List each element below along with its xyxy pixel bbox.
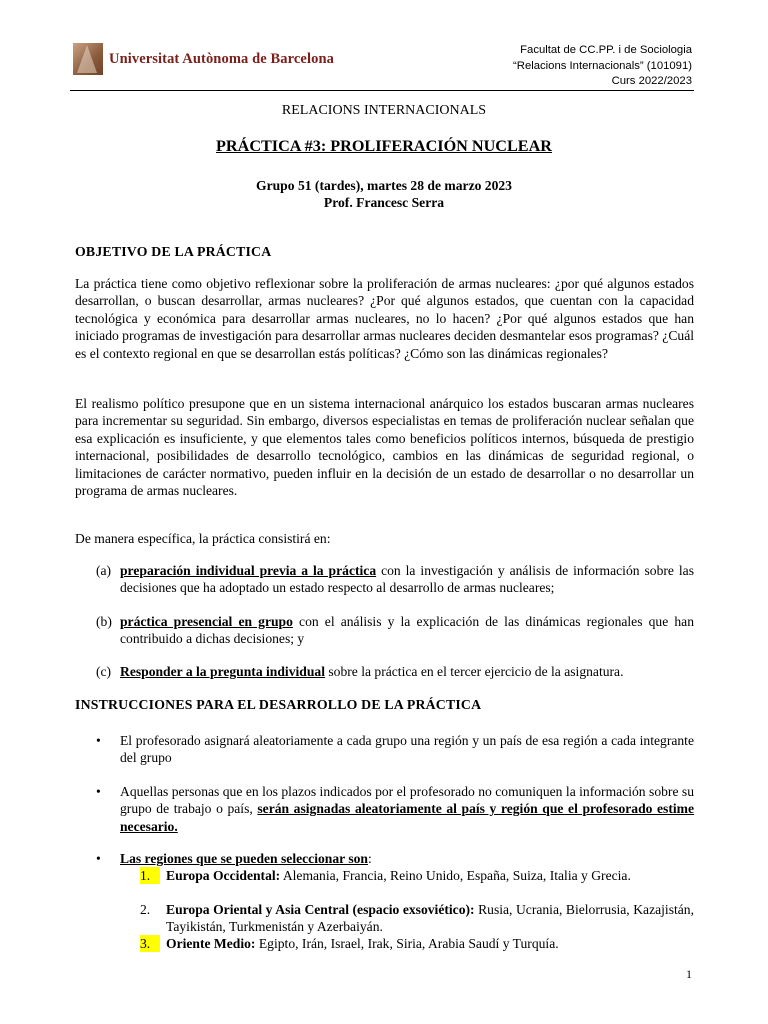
uab-logo-icon [73, 43, 103, 75]
subject-title: RELACIONS INTERNACIONALS [281, 103, 487, 118]
list-item: • Las regiones que se pueden seleccionar son: [96, 851, 372, 866]
course-name: “Relacions Internacionals” (101091) [513, 59, 692, 72]
region-item: 2. Europa Oriental y Asia Central (espacio exsoviético): Rusia, Ucrania, Bielorrusia, Kazajistán, Tayikistán, Turkmenistán y Azerbaiyán. [140, 902, 694, 935]
academic-year: Curs 2022/2023 [611, 75, 692, 87]
bullet-icon: • [96, 733, 101, 748]
header-divider [70, 90, 694, 91]
instructions-heading: INSTRUCCIONES PARA EL DESARROLLO DE LA PRÁCTICA [75, 697, 482, 712]
university-name: Universitat Autònoma de Barcelona [109, 50, 334, 67]
group-line: Grupo 51 (tardes), martes 28 de marzo 2023 [256, 178, 512, 193]
list-item: (c) Responder a la pregunta individual sobre la práctica en el tercer ejercicio de la asignatura. [96, 664, 624, 679]
region-item: 1. Europa Occidental: Alemania, Francia, Reino Unido, España, Suiza, Italia y Grecia. [140, 868, 631, 883]
faculty-name: Facultat de CC.PP. i de Sociologia [520, 44, 692, 56]
professor-line: Prof. Francesc Serra [323, 195, 445, 210]
objective-paragraph-1: La práctica tiene como objetivo reflexionar sobre la proliferación de armas nucleares: ¿por qué algunos estados desarrollan, o buscan desarrollar, armas nucleares? ¿Por qué algunos estados, que cuentan con la capacidad tecnológica y económica para desarrollar armas nucleares, no lo hacen? ¿Por qué algunos estados que han iniciado programas de investigación para desarrollar armas nucleares deciden desmantelar esos programas? ¿Cuál es el contexto regional en que se desarrollan estás políticas? ¿Cómo son las dinámicas regionales? [75, 276, 695, 361]
list-item: (a) preparación individual previa a la práctica con la investigación y análisis de información sobre las decisiones que ha adoptado un estado respecto al desarrollo de armas nucleares; [96, 563, 694, 596]
list-item: • Aquellas personas que en los plazos indicados por el profesorado no comuniquen la información sobre su grupo de trabajo o país, serán asignadas aleatoriamente al país y región que el profesorado estime necesario. [96, 784, 695, 834]
bullet-icon: • [96, 851, 101, 866]
bullet-icon: • [96, 784, 101, 799]
objective-paragraph-2: El realismo político presupone que en un sistema internacional anárquico los estados buscaran armas nucleares para incrementar su seguridad. Sin embargo, diversos especialistas en temas de proliferación nuclear señalan que esa explicación es insuficiente, y que elementos tales como beneficios políticos internos, búsqueda de prestigio internacional, posibilidades de desarrollo tecnológico, cambios en las dinámicas de seguridad regional, o limitaciones de carácter normativo, pueden influir en la decisión de un estado de desarrollar o no desarrollar un programa de armas nucleares. [75, 396, 694, 499]
practice-title: PRÁCTICA #3: PROLIFERACIÓN NUCLEAR [216, 137, 552, 155]
region-item: 3. Oriente Medio: Egipto, Irán, Israel, Irak, Siria, Arabia Saudí y Turquía. [140, 936, 559, 951]
list-item: (b) práctica presencial en grupo con el análisis y la explicación de las dinámicas regionales que han contribuido a dichas decisiones; y [96, 614, 694, 647]
university-logo [73, 42, 334, 76]
objective-paragraph-3: De manera específica, la práctica consistirá en: [75, 531, 331, 546]
page-number: 1 [686, 967, 692, 981]
session-info [0, 177, 768, 211]
objective-heading: OBJETIVO DE LA PRÁCTICA [75, 244, 272, 259]
list-item: • El profesorado asignará aleatoriamente a cada grupo una región y un país de esa región a cada integrante del grupo [96, 733, 694, 766]
header-info [513, 43, 692, 90]
